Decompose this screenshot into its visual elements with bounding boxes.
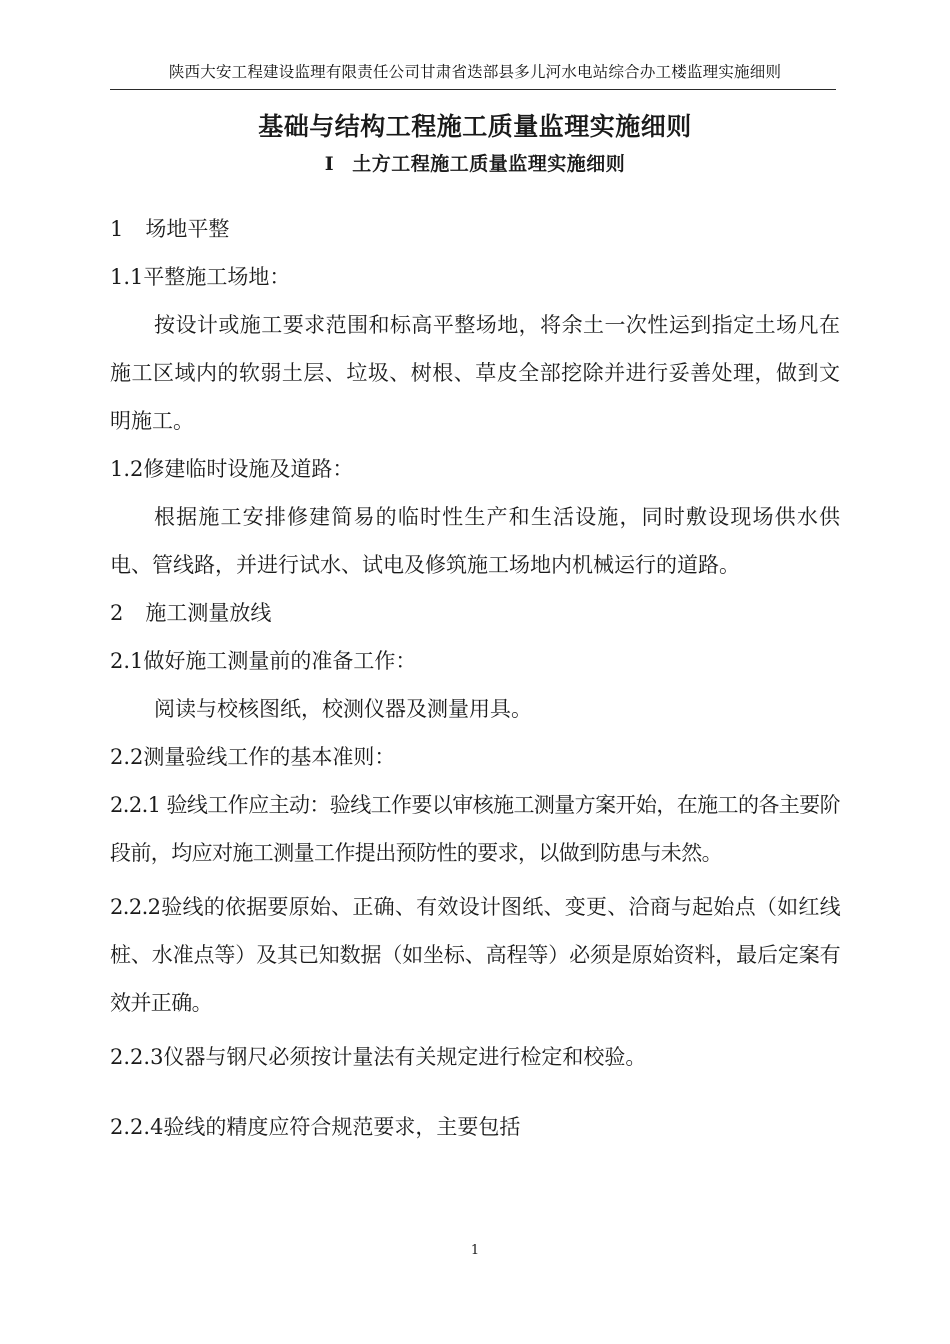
- page-subtitle: [0, 150, 950, 178]
- section-2-title: 施工测量放线: [145, 601, 272, 625]
- section-2-number: 2: [110, 601, 124, 625]
- section-2-2-4-paragraph: 2.2.4验线的精度应符合规范要求，主要包括: [110, 1115, 521, 1139]
- section-1-1-paragraph: 按设计或施工要求范围和标高平整场地，将余土一次性运到指定土场凡在施工区域内的软弱土层、垃圾、树根、草皮全部挖除并进行妥善处理，做到文明施工。: [110, 313, 840, 433]
- section-2-1-heading: 2.1做好施工测量前的准备工作：: [110, 649, 417, 673]
- section-2-1-paragraph: 阅读与校核图纸，校测仪器及测量用具。: [154, 697, 532, 721]
- document-body: [110, 205, 840, 1151]
- header-divider-rule: [110, 89, 836, 90]
- section-1-2-paragraph: 根据施工安排修建简易的临时性生产和生活设施，同时敷设现场供水供电、管线路，并进行试水、试电及修筑施工场地内机械运行的道路。: [110, 505, 840, 577]
- running-header: [0, 62, 950, 82]
- section-1-heading: [110, 205, 840, 253]
- section-1-2-heading: 1.2修建临时设施及道路：: [110, 457, 354, 481]
- page-number-footer: 1: [470, 1243, 480, 1258]
- running-header-text: 陕西大安工程建设监理有限责任公司甘肃省迭部县多儿河水电站综合办工楼监理实施细则: [168, 63, 782, 81]
- subtitle-roman-numeral: Ⅰ: [324, 153, 335, 175]
- section-2-2-heading: 2.2测量验线工作的基本准则：: [110, 745, 396, 769]
- section-2-2-2-paragraph: 2.2.2验线的依据要原始、正确、有效设计图纸、变更、洽商与起始点（如红线桩、水准点等）及其已知数据（如坐标、高程等）必须是原始资料，最后定案有效并正确。: [110, 895, 840, 1015]
- section-2-heading: [110, 589, 840, 637]
- subtitle-label: 土方工程施工质量监理实施细则: [352, 153, 626, 175]
- section-1-1-heading: 1.1平整施工场地：: [110, 265, 291, 289]
- section-2-2-1-paragraph: 2.2.1 验线工作应主动：验线工作要以审核施工测量方案开始，在施工的各主要阶段前，均应对施工测量工作提出预防性的要求，以做到防患与未然。: [110, 793, 840, 865]
- section-1-title: 场地平整: [145, 217, 230, 241]
- section-2-2-3-paragraph: 2.2.3仪器与钢尺必须按计量法有关规定进行检定和校验。: [110, 1045, 647, 1069]
- paragraph-spacer: [110, 1081, 840, 1103]
- section-1-number: 1: [110, 217, 124, 241]
- page-title: 基础与结构工程施工质量监理实施细则: [258, 112, 692, 141]
